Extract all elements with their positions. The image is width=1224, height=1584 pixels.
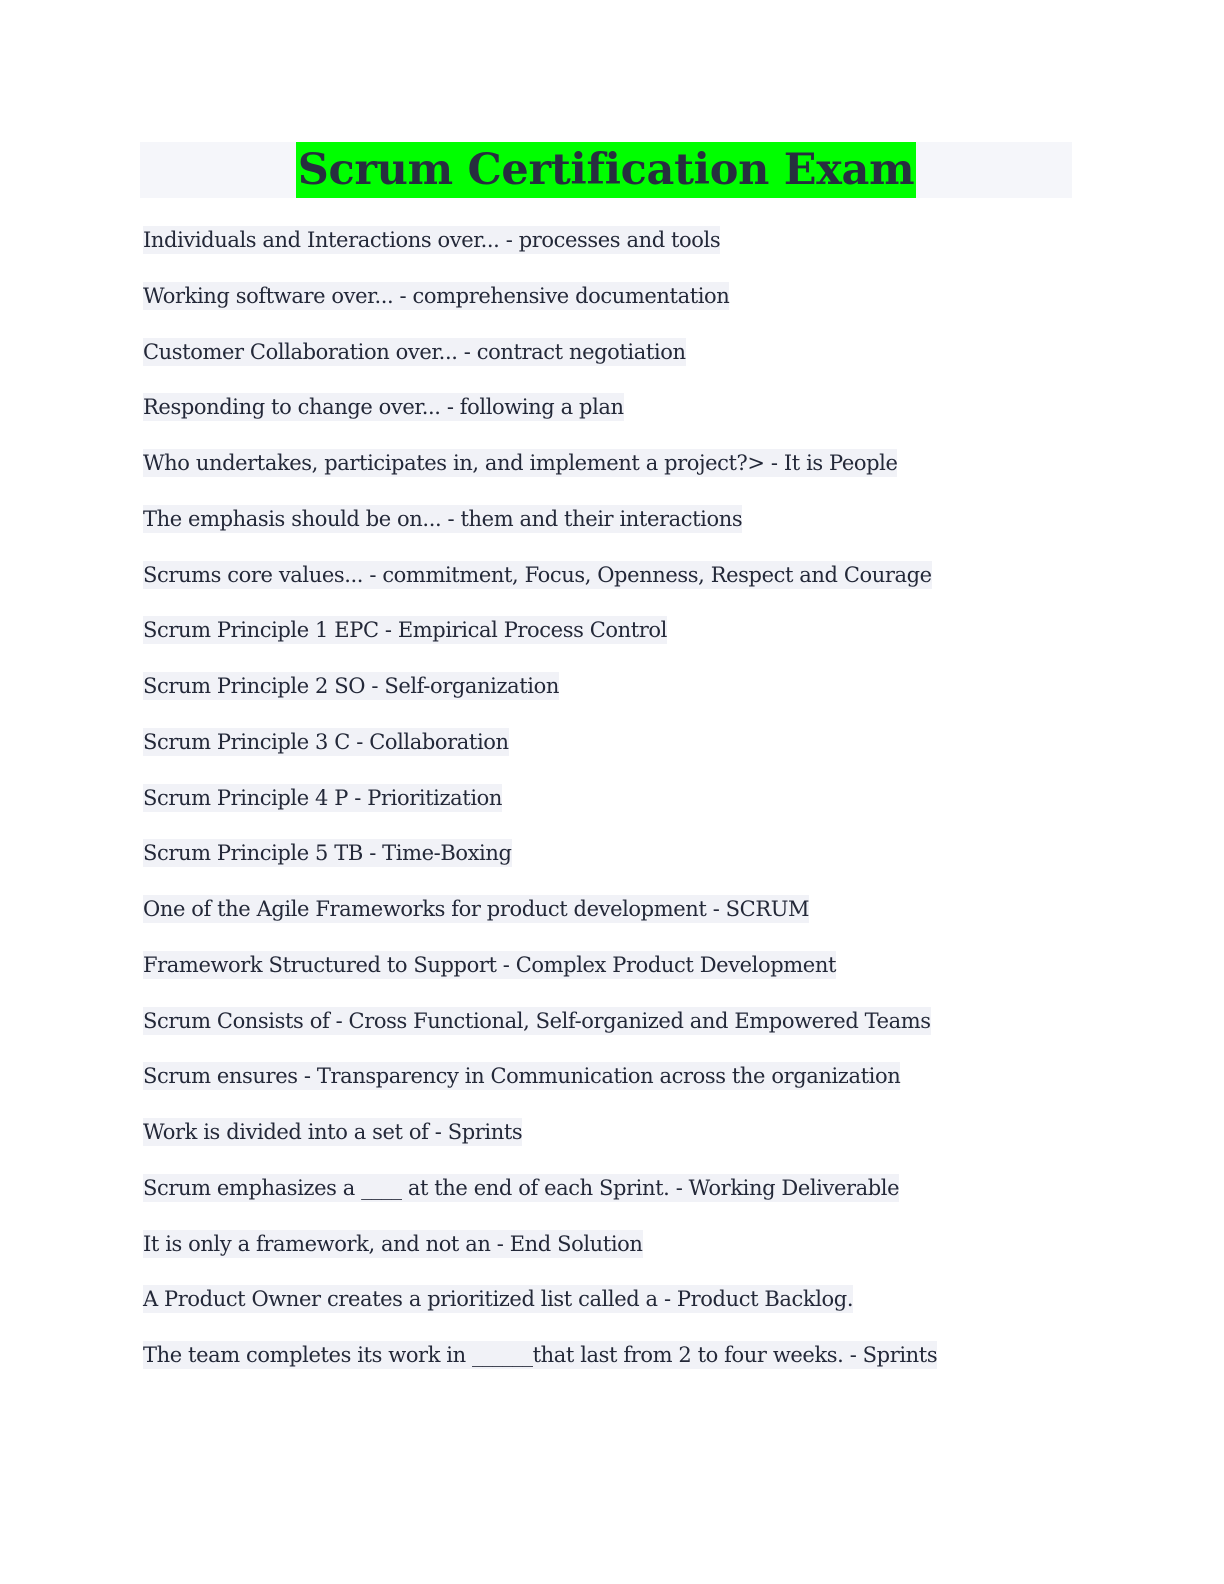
flashcard-text: One of the Agile Frameworks for product development - SCRUM	[143, 897, 810, 921]
flashcard-text: Scrum emphasizes a ____ at the end of each Sprint. - Working Deliverable	[143, 1175, 900, 1200]
list-item	[143, 1341, 937, 1369]
list-item	[143, 1062, 937, 1090]
flashcard-text: Scrum Principle 4 P - Prioritization	[143, 785, 503, 810]
flashcard-text: Framework Structured to Support - Complex Product Development	[143, 952, 836, 977]
flashcard-text: Scrum Principle 2 SO - Self-organization	[143, 674, 559, 698]
flashcard-text: The emphasis should be on... - them and their interactions	[143, 506, 743, 531]
flashcard-text: Customer Collaboration over... - contract negotiation	[143, 339, 686, 364]
flashcard-text: Responding to change over... - following a plan	[143, 395, 624, 420]
list-item	[143, 1285, 937, 1313]
list-item	[143, 616, 937, 644]
list-item	[143, 951, 937, 979]
flashcard-text: Who undertakes, participates in, and implement a project?> - It is People	[143, 451, 898, 475]
list-item	[143, 226, 937, 254]
flashcard-text: The team completes its work in ______that last from 2 to four weeks. - Sprints	[143, 1343, 938, 1367]
list-item	[143, 338, 937, 366]
flashcard-text: Scrum Consists of - Cross Functional, Self-organized and Empowered Teams	[143, 1008, 931, 1033]
flashcard-text: Individuals and Interactions over... - processes and tools	[143, 228, 721, 252]
list-item	[143, 784, 937, 812]
flashcard-text: Scrum Principle 3 C - Collaboration	[143, 729, 509, 754]
list-item	[143, 1174, 937, 1202]
title-band	[140, 142, 1072, 198]
flashcard-text: Work is divided into a set of - Sprints	[143, 1120, 523, 1144]
list-item	[143, 561, 937, 589]
list-item	[143, 839, 937, 867]
flashcard-text: Working software over... - comprehensive documentation	[143, 283, 730, 308]
list-item	[143, 728, 937, 756]
list-item	[143, 282, 937, 310]
flashcard-text: Scrum ensures - Transparency in Communication across the organization	[143, 1064, 901, 1089]
list-item	[143, 393, 937, 421]
list-item	[143, 1007, 937, 1035]
flashcard-text: Scrums core values... - commitment, Focus, Openness, Respect and Courage	[143, 562, 932, 587]
flashcard-text: Scrum Principle 1 EPC - Empirical Process Control	[143, 618, 667, 643]
list-item	[143, 895, 937, 923]
list-item	[143, 449, 937, 477]
list-item	[143, 672, 937, 700]
flashcard-text: Scrum Principle 5 TB - Time-Boxing	[143, 841, 512, 866]
flashcard-text: A Product Owner creates a prioritized list called a - Product Backlog.	[143, 1287, 854, 1312]
document-title: Scrum Certification Exam	[296, 142, 917, 198]
list-item	[143, 1118, 937, 1146]
flashcard-list	[143, 226, 937, 1397]
list-item	[143, 1230, 937, 1258]
list-item	[143, 505, 937, 533]
flashcard-text: It is only a framework, and not an - End Solution	[143, 1231, 643, 1256]
